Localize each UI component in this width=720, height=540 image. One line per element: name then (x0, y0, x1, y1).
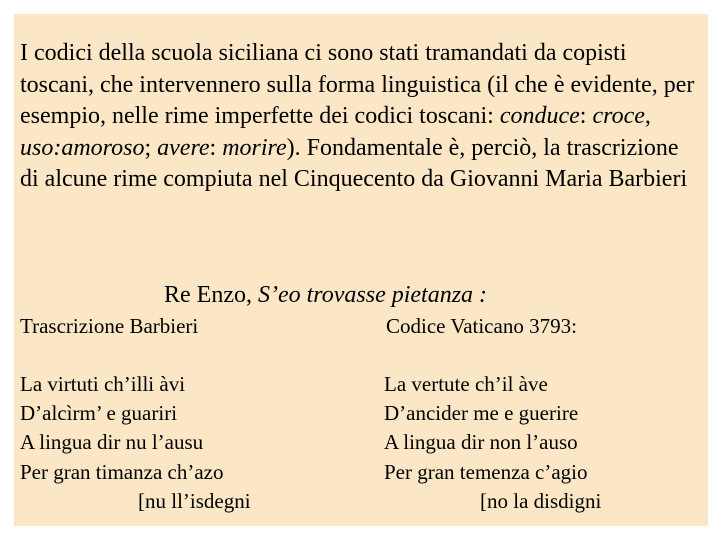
poem-title (164, 280, 487, 310)
intro-sep: : (53, 134, 62, 161)
right-column-heading: Codice Vaticano 3793: (386, 314, 577, 338)
example-avere: avere (157, 134, 210, 161)
example-conduce: conduce (499, 103, 580, 129)
verse-line: [no la disdigni (480, 488, 602, 513)
intro-sep: : (579, 103, 593, 129)
verse-line: D’ancider me e guerire (384, 401, 579, 426)
verse-line: Per gran timanza ch’azo (20, 459, 224, 484)
poem-work: S’eo trovasse pietanza : (257, 282, 488, 308)
poem-author: Re Enzo, (164, 282, 258, 308)
verse-line: A lingua dir nu l’ausu (20, 430, 204, 455)
left-column-verses (20, 370, 251, 516)
example-croce: croce (592, 103, 645, 129)
intro-sep: , (644, 103, 651, 129)
intro-sep: : (209, 134, 223, 161)
verse-line: La virtuti ch’illi àvi (20, 372, 186, 396)
verse-line: Per gran temenza c’agio (384, 459, 588, 484)
left-column-heading: Trascrizione Barbieri (20, 314, 199, 338)
verse-line: A lingua dir non l’auso (384, 430, 578, 455)
verse-line: D’alcìrm’ e guariri (20, 401, 178, 426)
example-morire: morire (222, 134, 287, 161)
verse-line: La vertute ch’il àve (384, 372, 548, 396)
verse-line: [nu ll’isdegni (138, 488, 251, 513)
intro-text-2: ). Fondamentale è, perciò, la trascrizione di alcune rime compiuta nel Cinquecento da Giovanni Maria Barbieri (20, 134, 688, 192)
slide (14, 14, 708, 526)
example-uso: uso (20, 134, 54, 161)
right-column-verses (384, 370, 601, 516)
example-amoroso: amoroso (61, 134, 145, 161)
intro-paragraph (20, 38, 700, 196)
intro-sep: ; (144, 134, 158, 161)
intro-text-1: I codici della scuola siciliana ci sono stati tramandati da copisti toscani, che intervennero sulla forma linguistica (il che è evidente, per esempio, nelle rime imperfette dei codici toscani: (20, 40, 695, 129)
